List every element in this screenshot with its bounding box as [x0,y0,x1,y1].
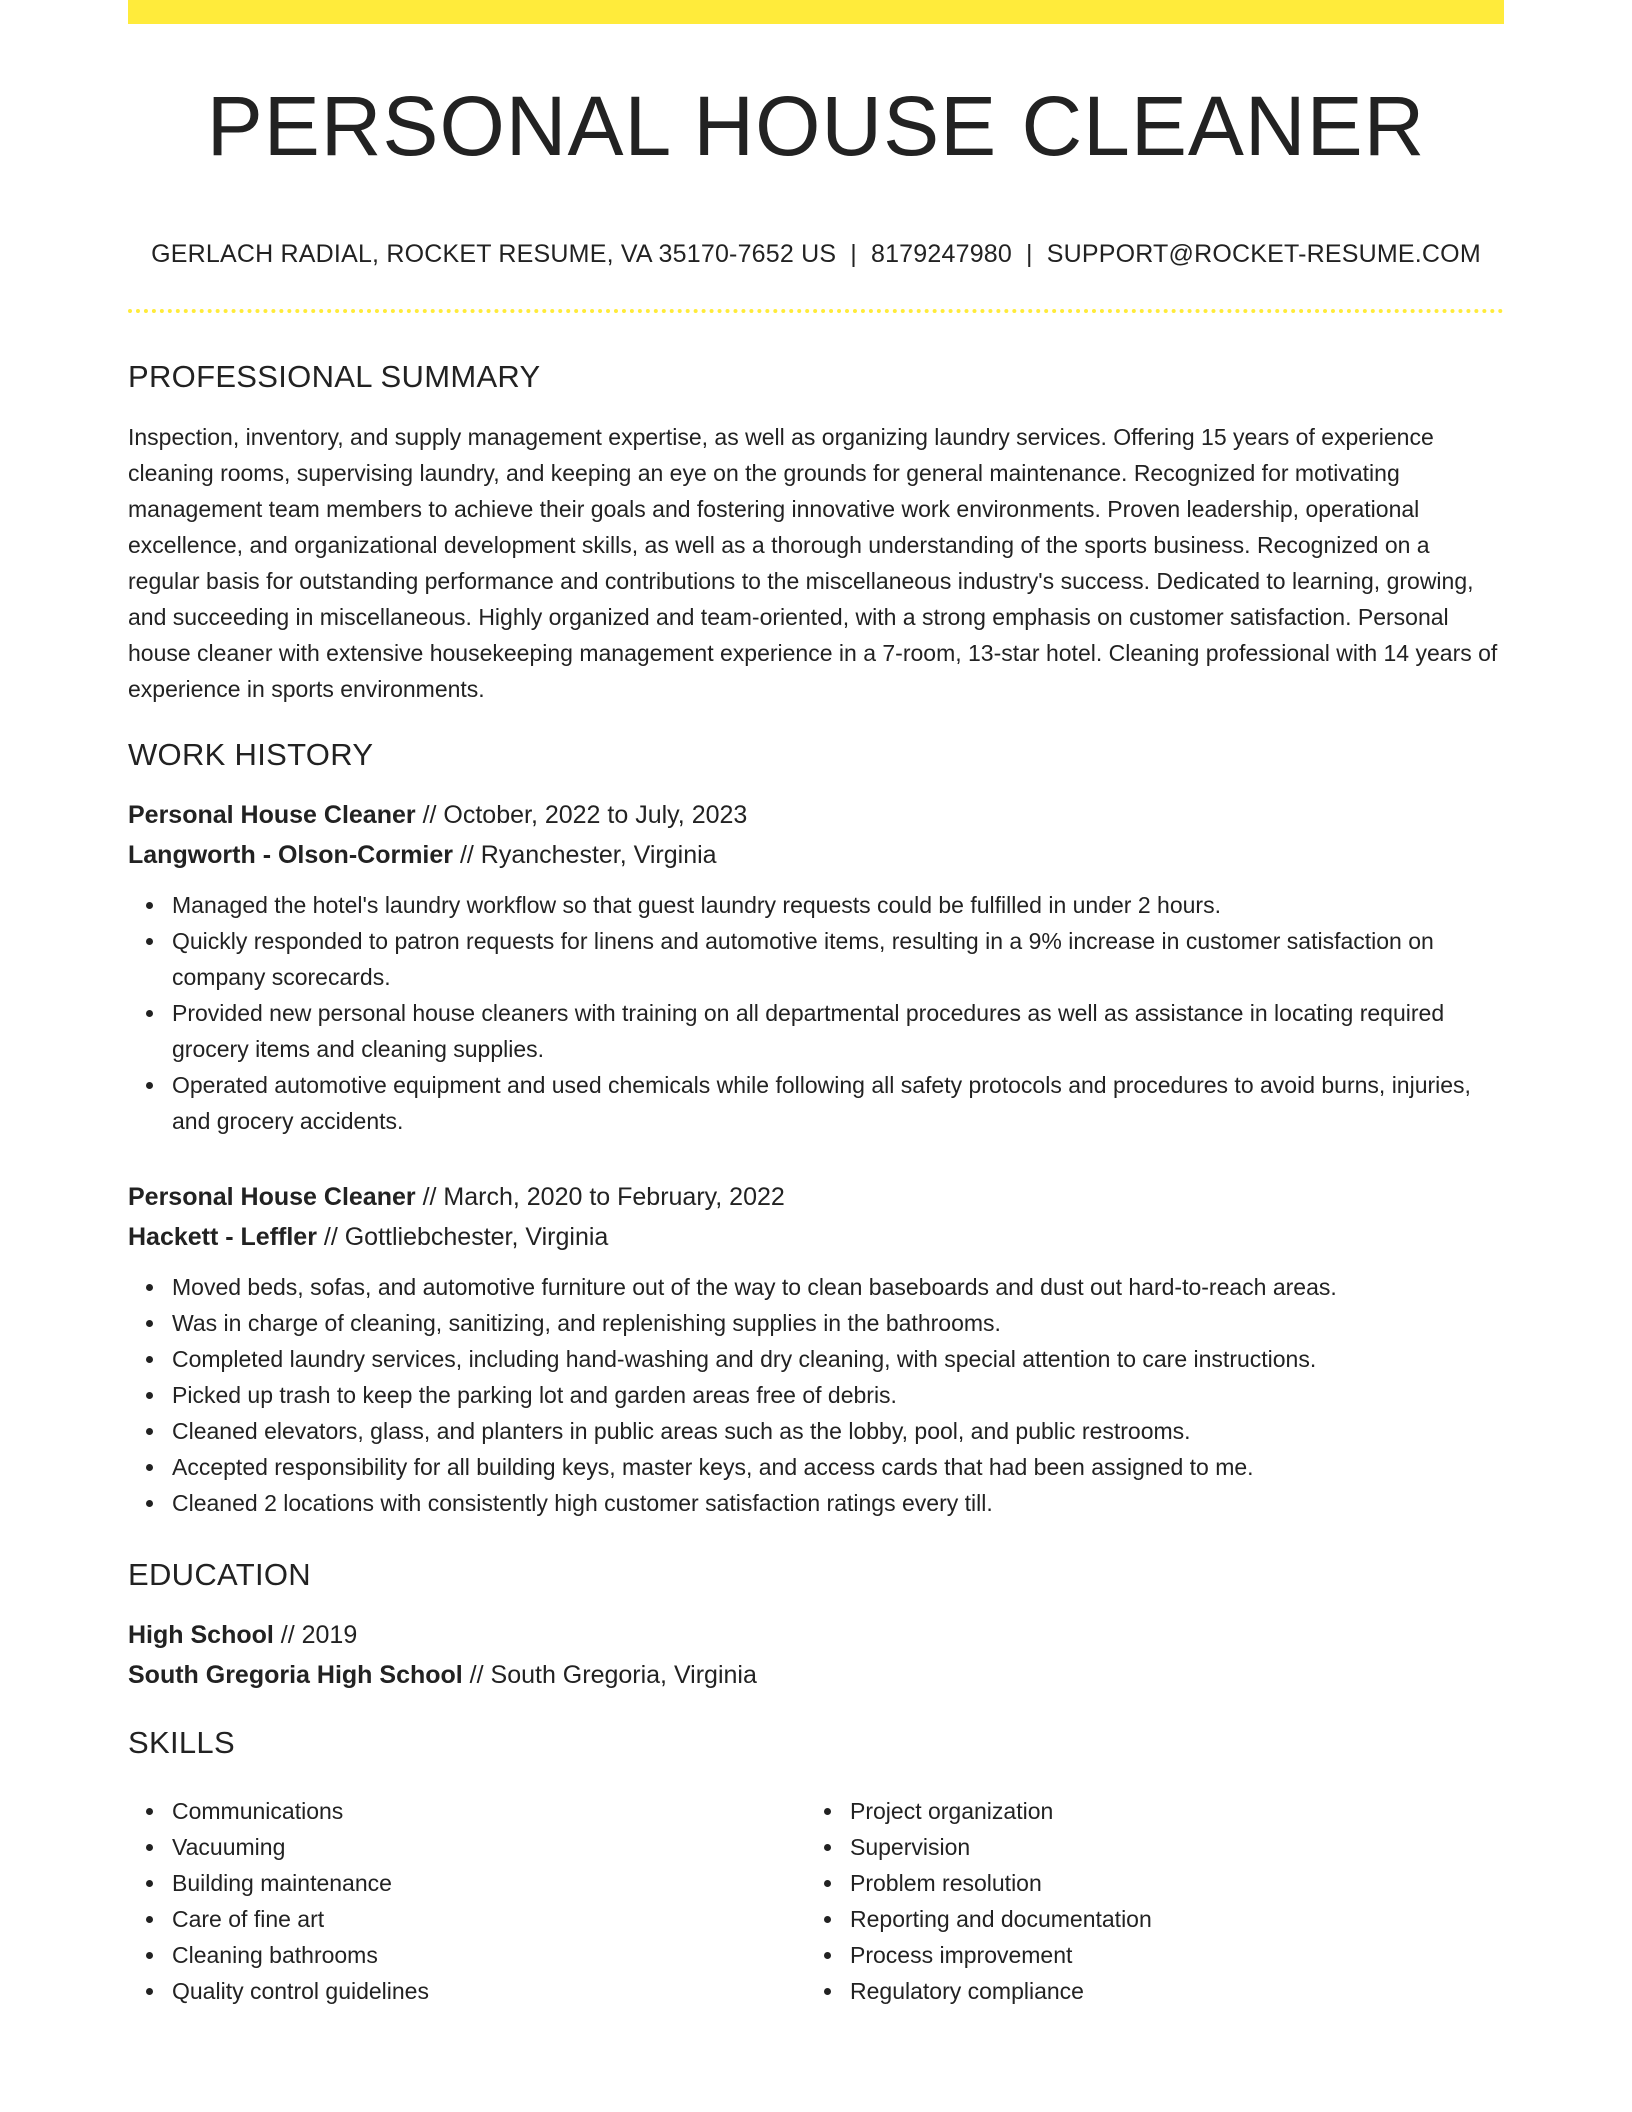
education-degree: High School [128,1621,274,1649]
contact-line [128,240,1504,269]
skill-item: Vacuuming [172,1829,806,1865]
job-bullets [128,887,1504,1139]
top-accent-bar [128,0,1504,24]
resume-title: PERSONAL HOUSE CLEANER [206,79,1426,173]
job-location: // Gottliebchester, Virginia [316,1223,609,1251]
skill-item: Communications [172,1793,806,1829]
list-item: Moved beds, sofas, and automotive furniture out of the way to clean baseboards and dust out hard-to-reach areas. [172,1269,1504,1305]
job-bullets [128,1269,1504,1521]
skill-item: Supervision [850,1829,1484,1865]
list-item: Cleaned 2 locations with consistently high customer satisfaction ratings every till. [172,1485,1504,1521]
skill-item: Quality control guidelines [172,1973,806,2009]
skill-item: Regulatory compliance [850,1973,1484,2009]
list-item: Quickly responded to patron requests for linens and automotive items, resulting in a 9% increase in customer satisfaction on company scorecards. [172,923,1504,995]
list-item: Was in charge of cleaning, sanitizing, and replenishing supplies in the bathrooms. [172,1305,1504,1341]
skills-column-left [128,1793,806,2009]
skills-heading: SKILLS [128,1725,235,1760]
education-degree-line [128,1615,1504,1655]
summary-heading: PROFESSIONAL SUMMARY [128,359,541,394]
header-divider [128,309,1504,313]
list-item: Completed laundry services, including hand-washing and dry cleaning, with special attention to care instructions. [172,1341,1504,1377]
skills-grid [128,1781,1504,2009]
job-company-line [128,835,1504,875]
work-history-heading: WORK HISTORY [128,737,374,772]
list-item: Operated automotive equipment and used chemicals while following all safety protocols and procedures to avoid burns, injuries, and grocery accidents. [172,1067,1504,1139]
job-dates: // March, 2020 to February, 2022 [415,1183,785,1211]
contact-email: SUPPORT@ROCKET-RESUME.COM [1046,240,1481,268]
skill-item: Reporting and documentation [850,1901,1484,1937]
contact-phone: 8179247980 [870,240,1013,268]
skill-item: Process improvement [850,1937,1484,1973]
skill-item: Project organization [850,1793,1484,1829]
education-school-line [128,1655,1504,1695]
summary-text: Inspection, inventory, and supply management expertise, as well as organizing laundry services. Offering 15 years of experience cleaning rooms, supervising laundry, and keeping an eye on the grounds for general maintenance. Recognized for motivating management team members to achieve their goals and fostering innovative work environments. Proven leadership, operational excellence, and organizational development skills, as well as a thorough understanding of the sports business. Recognized on a regular basis for outstanding performance and contributions to the miscellaneous industry's success. Dedicated to learning, growing, and succeeding in miscellaneous. Highly organized and team-oriented, with a strong emphasis on customer satisfaction. Personal house cleaner with extensive housekeeping management experience in a 7-room, 13-star hotel. Cleaning professional with 14 years of experience in sports environments. [128,424,1498,702]
job-company: Langworth - Olson-Cormier [128,841,453,869]
skill-item: Cleaning bathrooms [172,1937,806,1973]
list-item: Managed the hotel's laundry workflow so that guest laundry requests could be fulfilled in under 2 hours. [172,887,1504,923]
job-entry [128,795,1504,1139]
skill-item: Problem resolution [850,1865,1484,1901]
education-location: // South Gregoria, Virginia [462,1661,757,1689]
job-title-line [128,1177,1504,1217]
education-entry [128,1615,1504,1695]
education-year: // 2019 [273,1621,358,1649]
job-title-line [128,795,1504,835]
skill-item: Care of fine art [172,1901,806,1937]
skills-column-right [806,1793,1484,2009]
job-dates: // October, 2022 to July, 2023 [415,801,748,829]
list-item: Picked up trash to keep the parking lot and garden areas free of debris. [172,1377,1504,1413]
resume-page [128,0,1504,2009]
job-title: Personal House Cleaner [128,801,416,829]
list-item: Accepted responsibility for all building keys, master keys, and access cards that had been assigned to me. [172,1449,1504,1485]
education-heading: EDUCATION [128,1557,311,1592]
job-location: // Ryanchester, Virginia [453,841,717,869]
job-company: Hackett - Leffler [128,1223,317,1251]
list-item: Provided new personal house cleaners with training on all departmental procedures as well as assistance in locating required grocery items and cleaning supplies. [172,995,1504,1067]
contact-address: GERLACH RADIAL, ROCKET RESUME, VA 35170-7652 US [151,240,837,268]
contact-separator: | [1026,240,1033,268]
skill-item: Building maintenance [172,1865,806,1901]
job-entry [128,1177,1504,1521]
contact-separator: | [850,240,857,268]
education-school: South Gregoria High School [128,1661,463,1689]
list-item: Cleaned elevators, glass, and planters in public areas such as the lobby, pool, and public restrooms. [172,1413,1504,1449]
job-company-line [128,1217,1504,1257]
job-title: Personal House Cleaner [128,1183,416,1211]
